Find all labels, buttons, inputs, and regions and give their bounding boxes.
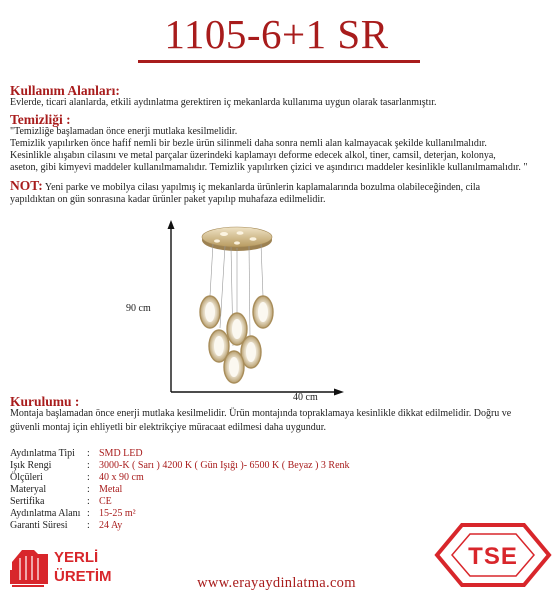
spec-row: Ölçüleri : 40 x 90 cm [10, 472, 144, 483]
title-underline [138, 60, 420, 63]
ring-hole [258, 302, 268, 322]
usage-heading: Kullanım Alanları: [10, 83, 120, 98]
usage-text: Evlerde, ticari alanlarda, etkili aydınlatma gerektiren iç mekanlarda kullanıma uygun olarak tasarlanmıştır. [10, 97, 437, 108]
website-url: www.erayaydinlatma.com [197, 575, 356, 591]
plate-light [220, 232, 228, 236]
installation-heading: Kurulumu : [10, 394, 80, 409]
width-arrowhead [334, 389, 344, 396]
page-title: 1105-6+1 SR [164, 11, 389, 57]
installation-line: güvenli montaj için ehliyetli bir elektrikçiye müracaat edilmesi daha uygundur. [10, 422, 327, 433]
cleaning-line: Kesinlikle alışabın cilasını ve metal parçalar üzerindeki kaplamayı deforme edecek alkol, tiner, camsil, deterjan, kolonya, [10, 150, 496, 161]
spec-label: Aydınlatma Tipi [10, 448, 75, 459]
spec-label: Sertifika [10, 496, 45, 507]
cleaning-line: "Temizliğe başlamadan önce enerji mutlaka kesilmelidir. [10, 126, 238, 137]
height-dimension-label: 90 cm [126, 303, 151, 314]
plate-light [250, 237, 257, 241]
spec-value: 15-25 m² [99, 508, 136, 519]
plate-light [234, 241, 240, 244]
spec-row: Işık Rengi : 3000-K ( Sarı ) 4200 K ( Gün Işığı )- 6500 K ( Beyaz ) 3 Renk [10, 460, 350, 471]
spec-value: Metal [99, 484, 123, 495]
note-line: Yeni parke ve mobilya cilası yapılmış iç mekanlarda ürünlerin kaplamalarında bozulma olabileceğinden, cila [44, 182, 481, 193]
spec-row: Materyal : Metal [10, 484, 123, 495]
note-paragraph [10, 178, 480, 194]
cleaning-heading: Temizliği : [10, 112, 71, 127]
plate-light [214, 239, 220, 242]
spec-row: Aydınlatma Tipi : SMD LED [10, 448, 143, 459]
spec-row: Garanti Süresi : 24 Ay [10, 520, 123, 531]
spec-value: 24 Ay [99, 520, 123, 531]
ring-hole [205, 302, 215, 322]
spec-value: SMD LED [99, 448, 143, 459]
spec-label: Materyal [10, 484, 47, 495]
height-arrowhead [168, 220, 175, 229]
spec-label: Ölçüleri [10, 472, 43, 483]
note-line: yapıldıktan on gün sonrasına kadar ürünler paket yapılıp muhafaza edilmelidir. [10, 194, 326, 205]
logo-line2: ÜRETİM [54, 568, 112, 585]
ring-hole [246, 342, 256, 362]
ring-hole [232, 319, 242, 339]
cleaning-line: aseton, gibi kimyevi maddeler kullanılmamalıdır. Temizlik yapılırken çizici ve aşındırıcı maddeler kesinlikle kullanılmamalıdır. " [10, 162, 528, 173]
tse-text: TSE [468, 543, 518, 570]
spec-value: 3000-K ( Sarı ) 4200 K ( Gün Işığı )- 6500 K ( Beyaz ) 3 Renk [99, 460, 350, 471]
note-label: NOT: [10, 178, 43, 193]
product-dimension-diagram [120, 218, 350, 398]
cleaning-line: Temizlik yapılırken önce hafif nemli bir bezle ürün silinmeli daha sonra nemli alan kalmayacak şekilde kullanılmalıdır. [10, 138, 487, 149]
spec-row: Sertifika : CE [10, 496, 112, 507]
spec-value: 40 x 90 cm [99, 472, 144, 483]
crystal-rings [200, 296, 273, 383]
spec-label: Aydınlatma Alanı [10, 508, 81, 519]
plate-light [237, 231, 244, 235]
spec-label: Işık Rengi [10, 460, 52, 471]
spec-label: Garanti Süresi [10, 520, 68, 531]
tse-logo [434, 522, 552, 588]
ring-hole [229, 357, 239, 377]
width-dimension-label: 40 cm [293, 392, 318, 403]
spec-row: Aydınlatma Alanı : 15-25 m² [10, 508, 136, 519]
spec-value: CE [99, 496, 112, 507]
ring-hole [214, 336, 224, 356]
logo-line1: YERLİ [54, 549, 99, 566]
installation-line: Montaja başlamadan önce enerji mutlaka kesilmelidir. Ürün montajında topraklamaya kesinlikle dikkat edilmelidir. Doğru ve [10, 408, 512, 419]
